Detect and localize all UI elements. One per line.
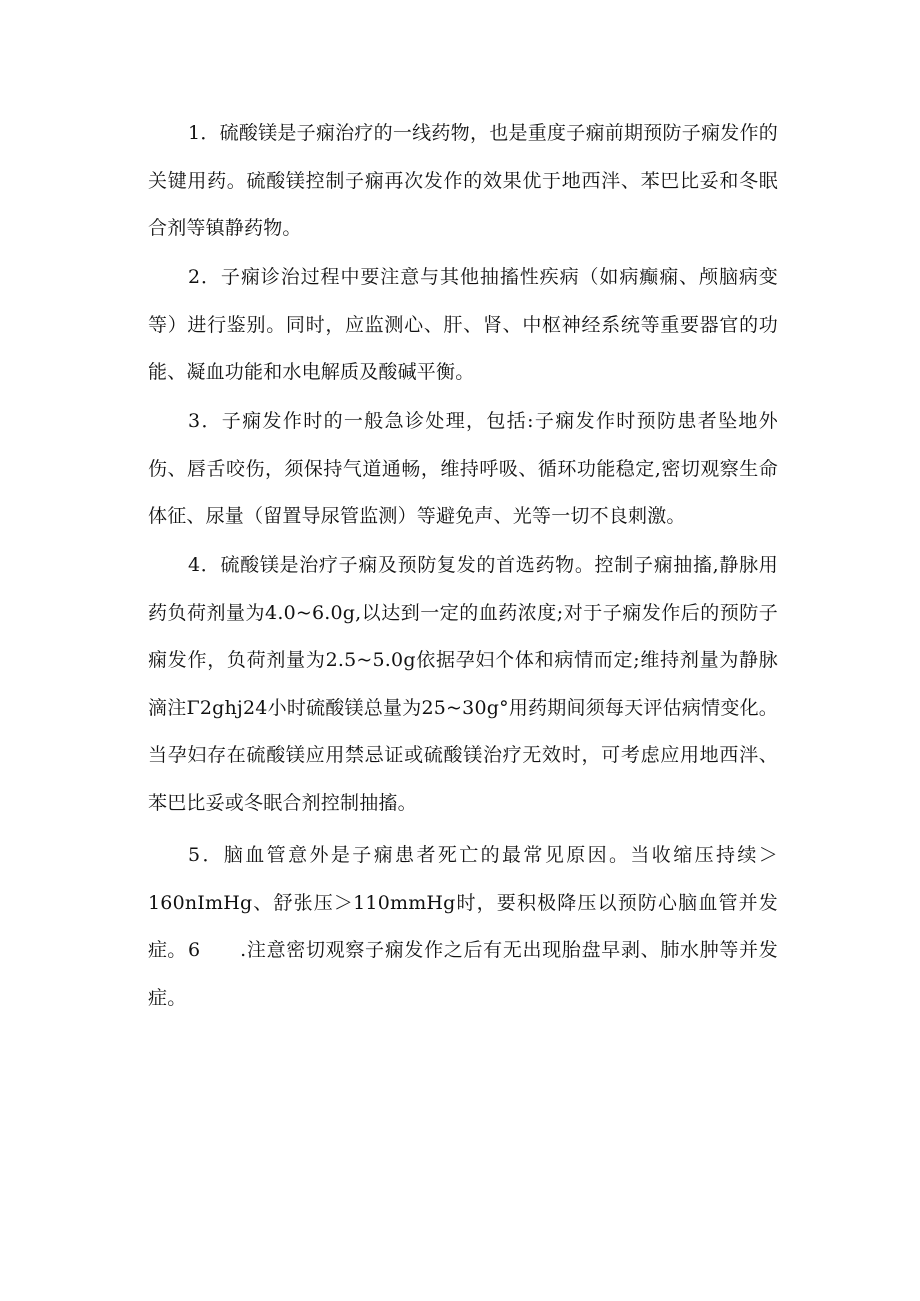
paragraph-6: 6 .注意密切观察子痫发作之后有无出现胎盘早剥、肺水肿等并发症。 xyxy=(148,939,778,1009)
paragraph-1: 1．硫酸镁是子痫治疗的一线药物，也是重度子痫前期预防子痫发作的关键用药。硫酸镁控制子痫再次发作的效果优于地西泮、苯巴比妥和冬眠合剂等镇静药物。 xyxy=(148,122,778,239)
paragraph-5: 5．脑血管意外是子痫患者死亡的最常见原因。当收缩压持续＞160nImHg、舒张压＞110mmHg时，要积极降压以预防心脑血管并发症。 xyxy=(148,844,778,961)
paragraph-4: 4．硫酸镁是治疗子痫及预防复发的首选药物。控制子痫抽搐,静脉用药负荷剂量为4.0~6.0g,以达到一定的血药浓度;对于子痫发作后的预防子痫发作，负荷剂量为2.5~5.0g依据孕妇个体和病情而定;维持剂量为静脉滴注Γ2ghj24小时硫酸镁总量为25~30g°用药期间须每天评估病情变化。当孕妇存在硫酸镁应用禁忌证或硫酸镁治疗无效时，可考虑应用地西泮、苯巴比妥或冬眠合剂控制抽搐。 xyxy=(148,554,778,814)
paragraph-2: 2．子痫诊治过程中要注意与其他抽搐性疾病（如病癫痫、颅脑病变等）进行鉴别。同时，应监测心、肝、肾、中枢神经系统等重要器官的功能、凝血功能和水电解质及酸碱平衡。 xyxy=(148,266,778,383)
paragraph-3: 3．子痫发作时的一般急诊处理，包括:子痫发作时预防患者坠地外伤、唇舌咬伤，须保持气道通畅，维持呼吸、循环功能稳定,密切观察生命体征、尿量（留置导尿管监测）等避免声、光等一切不良刺激。 xyxy=(148,410,778,527)
